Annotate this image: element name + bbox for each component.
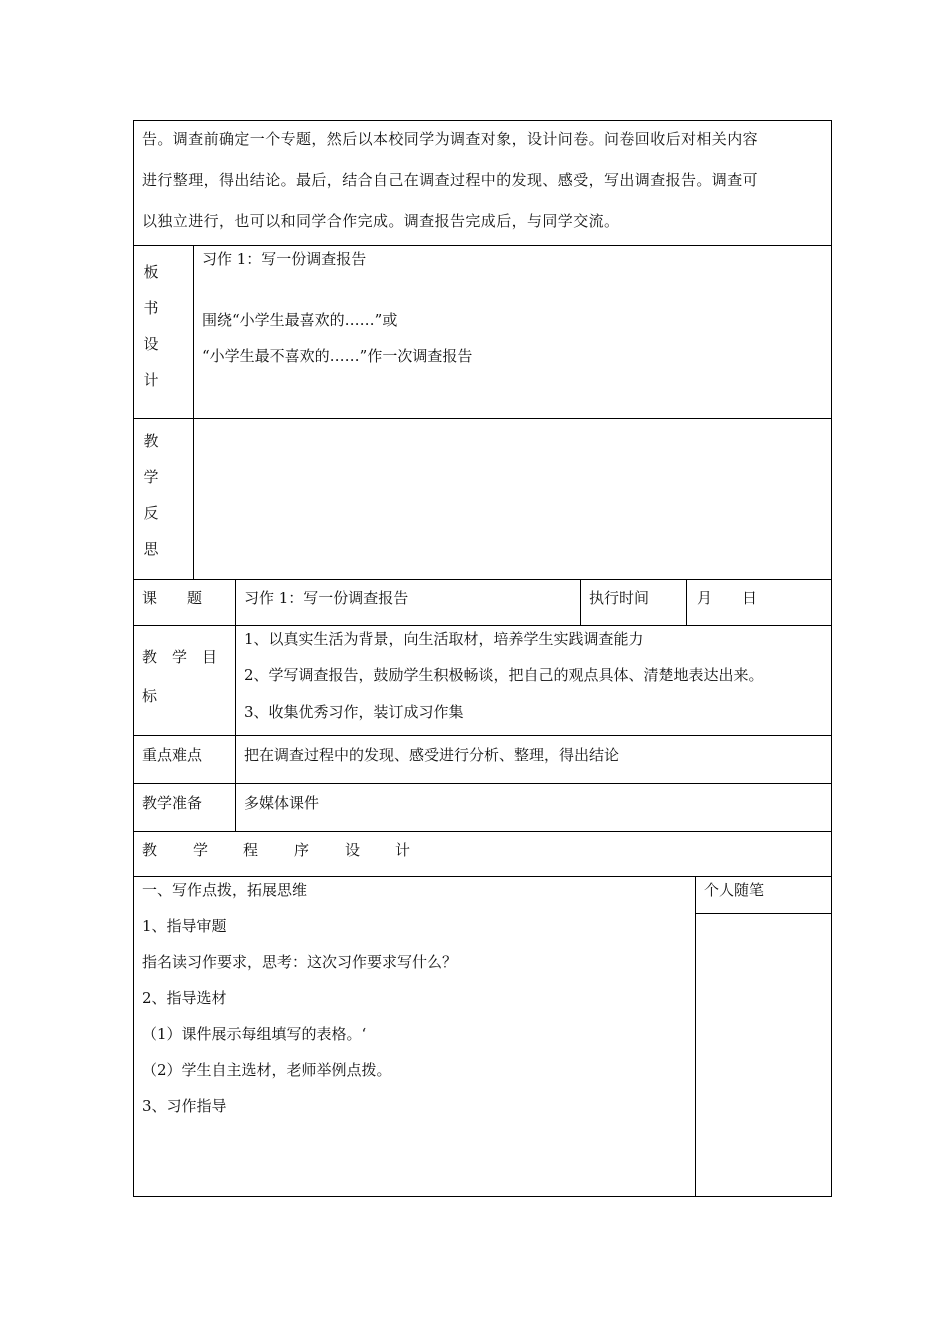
heading-char: 序 bbox=[294, 841, 310, 859]
label-char: 思 bbox=[143, 540, 159, 558]
lesson-table bbox=[133, 579, 832, 877]
procedure-line: （1）课件展示每组填写的表格。‘ bbox=[142, 1025, 367, 1043]
label-char: 板 bbox=[143, 263, 159, 281]
topic-label: 课 题 bbox=[142, 589, 203, 607]
divider bbox=[193, 245, 194, 580]
label-char: 计 bbox=[143, 371, 159, 389]
goals-label: 教 学 目 bbox=[142, 648, 218, 666]
goal-item: 2、学写调查报告，鼓励学生积极畅谈，把自己的观点具体、清楚地表达出来。 bbox=[244, 666, 764, 684]
divider bbox=[133, 783, 832, 784]
preparation-label: 教学准备 bbox=[142, 794, 203, 812]
procedure-line: 一、写作点拨，拓展思维 bbox=[142, 881, 308, 899]
heading-char: 教 bbox=[142, 841, 158, 859]
board-line-2: “小学生最不喜欢的……”作一次调查报告 bbox=[202, 347, 473, 365]
procedure-line: 3、习作指导 bbox=[142, 1097, 227, 1115]
divider bbox=[695, 913, 832, 914]
procedure-line: 指名读习作要求，思考：这次习作要求写什么？ bbox=[142, 953, 458, 971]
divider bbox=[695, 876, 696, 1197]
key-points-label: 重点难点 bbox=[142, 746, 203, 764]
divider bbox=[133, 418, 832, 419]
board-design-label bbox=[133, 262, 169, 406]
procedure-line: （2）学生自主选材，老师举例点拨。 bbox=[142, 1061, 392, 1079]
topic-value: 习作 1：写一份调查报告 bbox=[244, 589, 409, 607]
label-char: 教 bbox=[143, 432, 159, 450]
procedure-line: 2、指导选材 bbox=[142, 989, 227, 1007]
time-label: 执行时间 bbox=[589, 589, 650, 607]
intro-line-3: 以独立进行，也可以和同学合作完成。调查报告完成后，与同学交流。 bbox=[142, 212, 620, 230]
preparation-value: 多媒体课件 bbox=[244, 794, 320, 812]
label-char: 学 bbox=[143, 468, 159, 486]
divider bbox=[686, 579, 687, 625]
key-points-value: 把在调查过程中的发现、感受进行分析、整理，得出结论 bbox=[244, 746, 620, 764]
label-char: 设 bbox=[143, 335, 159, 353]
divider bbox=[133, 245, 832, 246]
goals-label-cont: 标 bbox=[142, 687, 158, 705]
time-value: 月 日 bbox=[697, 589, 758, 607]
intro-line-1: 告。调查前确定一个专题，然后以本校同学为调查对象，设计问卷。问卷回收后对相关内容 bbox=[142, 130, 759, 148]
divider bbox=[133, 625, 832, 626]
procedure-line: 1、指导审题 bbox=[142, 917, 227, 935]
label-char: 书 bbox=[143, 299, 159, 317]
board-title: 习作 1：写一份调查报告 bbox=[202, 250, 367, 268]
label-char: 反 bbox=[143, 504, 159, 522]
divider bbox=[133, 831, 832, 832]
heading-char: 程 bbox=[243, 841, 259, 859]
personal-notes-label: 个人随笔 bbox=[704, 881, 765, 899]
board-line-1: 围绕“小学生最喜欢的……”或 bbox=[202, 311, 398, 329]
divider bbox=[235, 579, 236, 831]
goal-item: 1、以真实生活为背景，向生活取材，培养学生实践调查能力 bbox=[244, 630, 644, 648]
heading-char: 设 bbox=[345, 841, 361, 859]
divider bbox=[133, 735, 832, 736]
heading-char: 学 bbox=[193, 841, 209, 859]
divider bbox=[580, 579, 581, 625]
goal-item: 3、收集优秀习作，装订成习作集 bbox=[244, 703, 464, 721]
intro-line-2: 进行整理，得出结论。最后，结合自己在调查过程中的发现、感受，写出调查报告。调查可 bbox=[142, 171, 759, 189]
heading-char: 计 bbox=[395, 841, 411, 859]
reflection-label bbox=[133, 431, 169, 575]
